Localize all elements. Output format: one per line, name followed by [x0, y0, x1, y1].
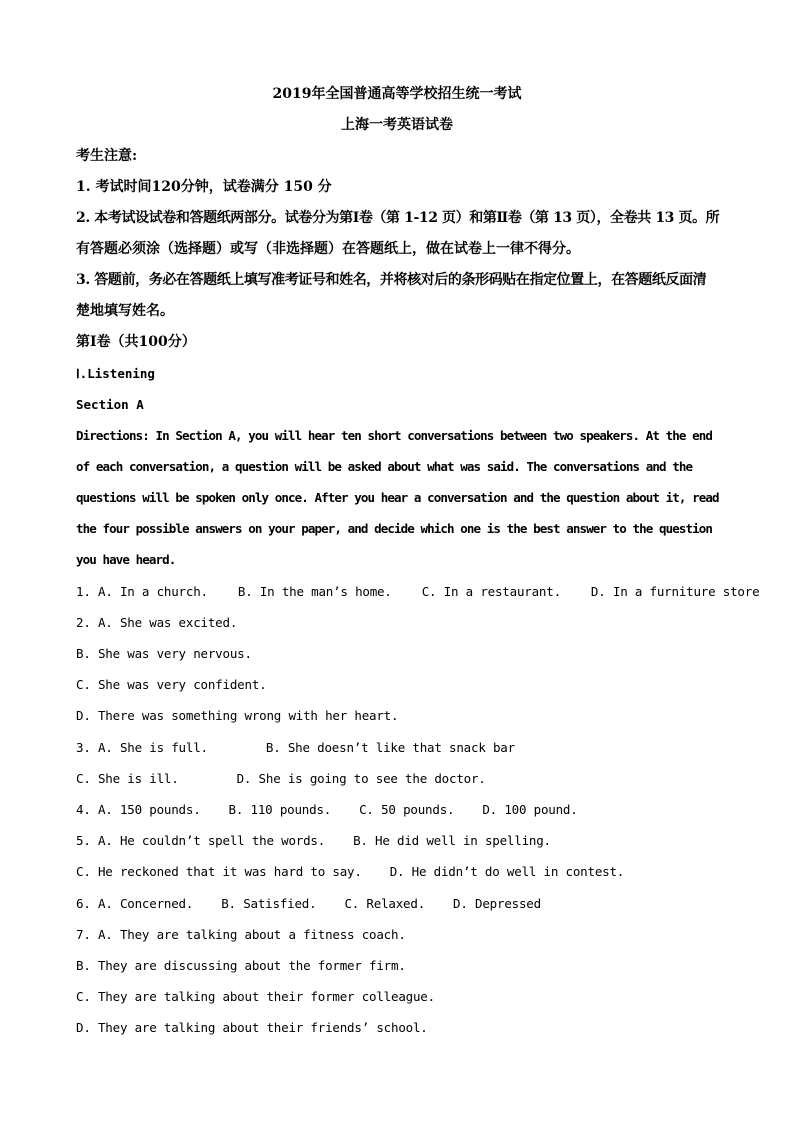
directions-line-3: questions will be spoken only once. After you hear a conversation and the question about it, read	[76, 490, 719, 505]
question-7-option-d: D. They are talking about their friends’ school.	[76, 1020, 428, 1035]
directions-line-5: you have heard.	[76, 552, 176, 567]
question-1-option-d: D. In a furniture store	[590, 584, 760, 599]
question-2-option-c: C. She was very confident.	[76, 677, 267, 692]
question-6	[76, 894, 541, 914]
question-3-option-a: 3. A. She is full.	[76, 740, 208, 755]
section-a-heading: Section A	[76, 397, 144, 412]
question-3-row-1	[76, 738, 515, 758]
part-1-heading: 第Ⅰ卷（共100分）	[76, 334, 196, 350]
question-6-option-b: B. Satisfied.	[221, 896, 317, 911]
question-1-option-a: 1. A. In a church.	[76, 584, 208, 599]
question-7-option-b: B. They are discussing about the former firm.	[76, 958, 406, 973]
question-5-option-c: C. He reckoned that it was hard to say.	[76, 864, 362, 879]
question-4-option-c: C. 50 pounds.	[359, 802, 455, 817]
question-4	[76, 800, 578, 820]
question-5-option-b: B. He did well in spelling.	[353, 833, 551, 848]
question-3-option-d: D. She is going to see the doctor.	[236, 771, 486, 786]
question-5-row-2	[76, 862, 624, 882]
question-5-option-d: D. He didn’t do well in contest.	[389, 864, 625, 879]
question-6-option-a: 6. A. Concerned.	[76, 896, 194, 911]
question-3-option-c: C. She is ill.	[76, 771, 179, 786]
exam-title: 2019年全国普通高等学校招生统一考试	[272, 86, 522, 102]
question-1	[76, 582, 759, 602]
question-4-option-a: 4. A. 150 pounds.	[76, 802, 201, 817]
notice-item-3-line-1: 3. 答题前，务必在答题纸上填写准考证号和姓名，并将核对后的条形码贴在指定位置上，在答题纸反面清	[76, 272, 707, 288]
question-2-option-a: 2. A. She was excited.	[76, 615, 238, 630]
question-6-option-c: C. Relaxed.	[344, 896, 426, 911]
exam-subtitle: 上海一考英语试卷	[341, 117, 453, 133]
question-2-option-d: D. There was something wrong with her heart.	[76, 708, 399, 723]
question-4-option-d: D. 100 pound.	[482, 802, 578, 817]
question-2-option-b: B. She was very nervous.	[76, 646, 252, 661]
notice-item-1: 1. 考试时间120分钟，试卷满分 150 分	[76, 179, 332, 195]
question-5-row-1	[76, 831, 551, 851]
notice-heading: 考生注意:	[76, 148, 138, 164]
question-1-option-c: C. In a restaurant.	[421, 584, 561, 599]
directions-line-1: Directions: In Section A, you will hear ten short conversations between two speakers. At the end	[76, 428, 713, 443]
question-1-option-b: B. In the man’s home.	[237, 584, 392, 599]
question-7-option-c: C. They are talking about their former colleague.	[76, 989, 435, 1004]
notice-item-2-line-1: 2. 本考试设试卷和答题纸两部分。试卷分为第Ⅰ卷（第 1-12 页）和第Ⅱ卷（第 13 页），全卷共 13 页。所	[76, 210, 720, 226]
listening-heading: Ⅰ.Listening	[76, 366, 155, 381]
question-3-option-b: B. She doesn’t like that snack bar	[265, 740, 515, 755]
question-7-option-a: 7. A. They are talking about a fitness coach.	[76, 927, 406, 942]
question-5-option-a: 5. A. He couldn’t spell the words.	[76, 833, 326, 848]
question-3-row-2	[76, 769, 486, 789]
notice-item-2-line-2: 有答题必须涂（选择题）或写（非选择题）在答题纸上，做在试卷上一律不得分。	[76, 241, 580, 257]
notice-item-3-line-2: 楚地填写姓名。	[76, 303, 174, 319]
directions-line-2: of each conversation, a question will be asked about what was said. The conversations and the	[76, 459, 693, 474]
question-6-option-d: D. Depressed	[453, 896, 541, 911]
question-4-option-b: B. 110 pounds.	[228, 802, 332, 817]
directions-line-4: the four possible answers on your paper, and decide which one is the best answer to the question	[76, 521, 713, 536]
